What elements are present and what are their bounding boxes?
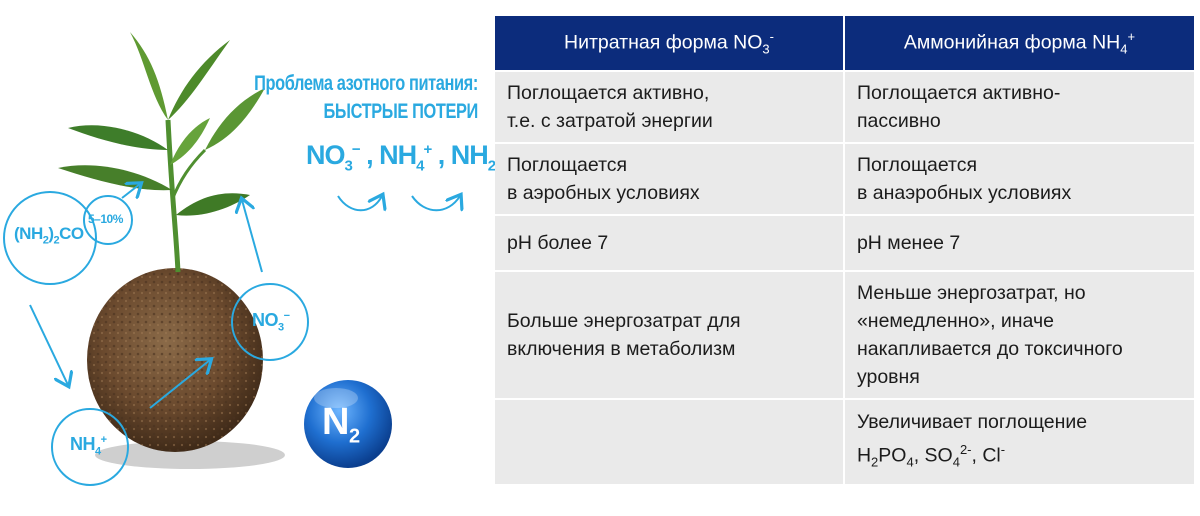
arrow-no3-to-plant bbox=[242, 200, 262, 272]
ammonium-cell: pH менее 7 bbox=[845, 216, 1194, 270]
arrow-urea-to-nh4 bbox=[30, 305, 68, 385]
ammonium-cell: Меньше энергозатрат, но «немедленно», иначе накапливается до токсичного уровня bbox=[845, 272, 1194, 398]
loss-arrow-1 bbox=[338, 196, 382, 210]
nitrate-cell-empty bbox=[495, 400, 843, 484]
phosphate-sulfate-chloride-formula: $H_2PO_4$, $SO_4^{2-}$, Cl- bbox=[856, 441, 1006, 470]
urea-label: $(NH_2)_2CO$ bbox=[14, 224, 84, 247]
problem-heading-line1: Проблема азотного питания: bbox=[254, 72, 478, 95]
nitrate-cell: pH более 7 bbox=[495, 216, 843, 270]
ammonium-cell: Увеличивает поглощение $H_2PO_4$, $SO_4^{2-}$, Cl- bbox=[845, 400, 1194, 484]
percent-label: 5–10% bbox=[88, 212, 123, 226]
problem-heading-line2: БЫСТРЫЕ ПОТЕРИ bbox=[323, 100, 478, 123]
nitrate-cell: Поглощается в аэробных условиях bbox=[495, 144, 843, 214]
nitrogen-forms-table bbox=[493, 14, 1196, 486]
plant-leaves bbox=[58, 32, 265, 216]
ammonium-cell: Поглощается в анаэробных условиях bbox=[845, 144, 1194, 214]
table-row bbox=[495, 400, 1194, 484]
ammonium-cell: Поглощается активно- пассивно bbox=[845, 72, 1194, 142]
no3-circle-label: $NO_3^-$ bbox=[252, 310, 290, 334]
table-row bbox=[495, 72, 1194, 142]
n2-ball-label: $N_2$ bbox=[322, 401, 360, 448]
loss-arrow-2 bbox=[412, 196, 460, 210]
table-header-row bbox=[495, 16, 1194, 70]
table-row bbox=[495, 144, 1194, 214]
table-row bbox=[495, 216, 1194, 270]
nitrate-cell: Поглощается активно, т.е. с затратой энергии bbox=[495, 72, 843, 142]
header-ammonium: Аммонийная форма $NH_4^+$ bbox=[845, 16, 1194, 70]
nh4-circle-label: $NH_4^+$ bbox=[70, 434, 107, 458]
table-row bbox=[495, 272, 1194, 398]
ions-formula: $NO_3^-$ , $NH_4^+$ , $NH_2$ bbox=[306, 140, 496, 175]
header-nitrate: Нитратная форма $NO_3^-$ bbox=[495, 16, 843, 70]
nitrogen-cycle-illustration bbox=[0, 0, 496, 516]
nitrate-cell: Больше энергозатрат для включения в метаболизм bbox=[495, 272, 843, 398]
